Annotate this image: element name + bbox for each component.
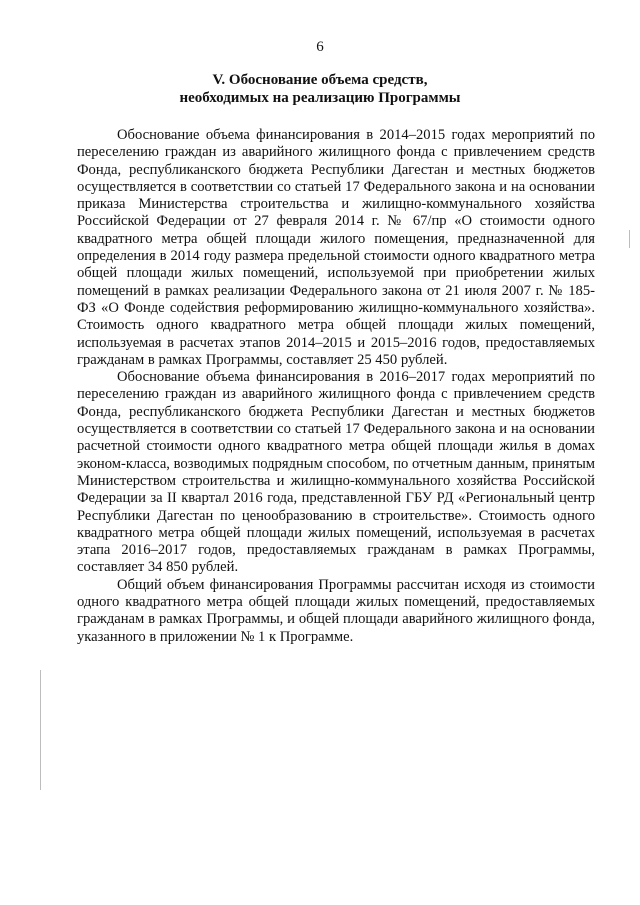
paragraph-1: Обоснование объема финансирования в 2014–2015 годах мероприятий по переселению граждан из аварийного жилищного фонда с привлечением средств Фонда, республиканского бюджета Республики Дагестан и местных бюджетов осуществляется в соответствии со статьей 17 Федерального закона и на основании приказа Министерства строительства и жилищно-коммунального хозяйства Российской Федерации от 27 февраля 2014 г. № 67/пр «О стоимости одного квадратного метра общей площади жилого помещения, предназначенной для определения в 2014 году размера предельной стоимости одного квадратного метра общей площади жилых помещений, используемой при приобретении жилых помещений в рамках реализации Федерального закона от 21 июля 2007 г. № 185-ФЗ «О Фонде содействия реформированию жилищно-коммунального хозяйства». Стоимость одного квадратного метра общей площади жилых помещений, используемая в расчетах этапов 2014–2015 и 2015–2016 годов, предоставляемых гражданам в рамках Программы, составляет 25 450 рублей. [77,127,595,368]
scan-mark-right [629,230,630,248]
section-heading-line-1: V. Обоснование объема средств, [212,72,428,88]
section-heading-line-2: необходимых на реализацию Программы [179,90,461,106]
section-heading [0,71,640,107]
paragraph-2: Обоснование объема финансирования в 2016–2017 годах мероприятий по переселению граждан из аварийного жилищного фонда с привлечением средств Фонда, республиканского бюджета Республики Дагестан и местных бюджетов осуществляется в соответствии со статьей 17 Федерального закона и на основании расчетной стоимости одного квадратного метра общей площади жилья в домах эконом-класса, возводимых подрядным способом, по отчетным данным, принятым Министерством строительства и жилищно-коммунального хозяйства Российской Федерации за II квартал 2016 года, представленной ГБУ РД «Региональный центр Республики Дагестан по ценообразованию в строительстве». Стоимость одного квадратного метра общей площади жилых помещений, используемая в расчетах этапа 2016–2017 годов, предоставляемых гражданам в рамках Программы, составляет 34 850 рублей. [77,369,595,576]
page-number: 6 [316,39,324,55]
scan-mark-left [40,670,41,790]
paragraph-3: Общий объем финансирования Программы рассчитан исходя из стоимости одного квадратного метра общей площади жилых помещений, предоставляемых гражданам в рамках Программы, и общей площади аварийного жилищного фонда, указанного в приложении № 1 к Программе. [77,576,595,645]
body-text [77,127,595,646]
